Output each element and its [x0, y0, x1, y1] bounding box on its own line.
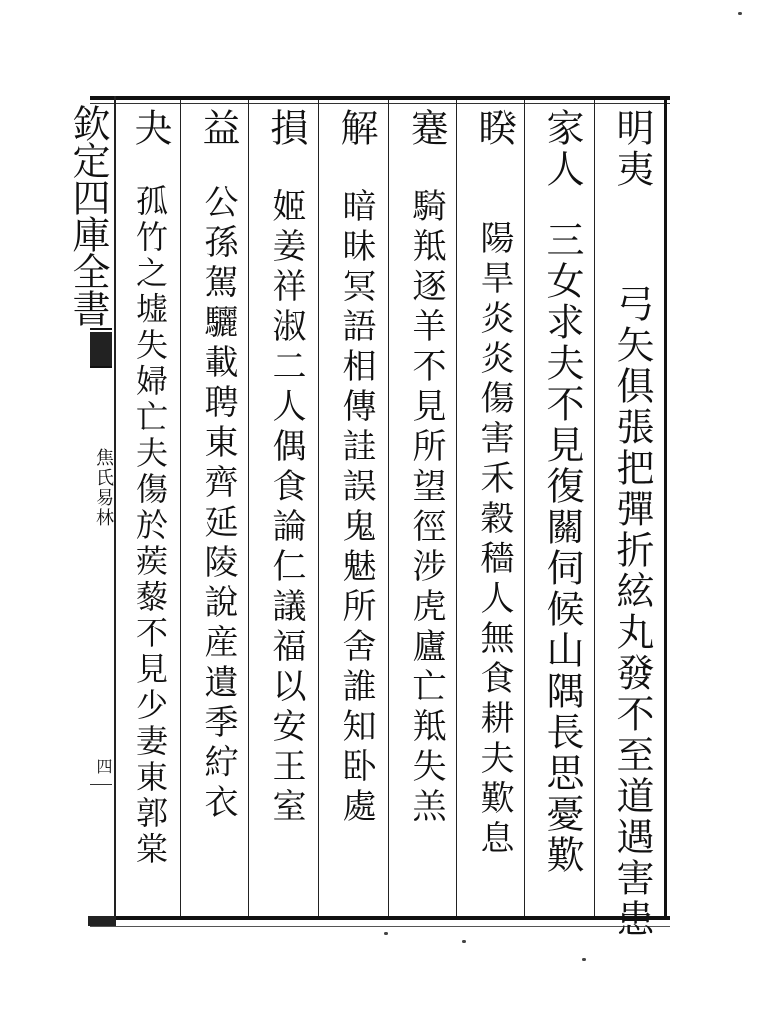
frame-right-border — [664, 96, 667, 920]
entry-text: 三女求夫不見復關伺候山隅長思憂歎 — [540, 220, 584, 876]
entry-text: 騎羝逐羊不見所望徑涉虎廬亡羝失羔 — [406, 188, 446, 828]
page-margin — [60, 96, 112, 920]
entry-column — [466, 108, 522, 914]
column-rule — [524, 100, 525, 916]
frame-bottom-inner-border — [90, 926, 670, 927]
column-rule — [318, 100, 319, 916]
entry-column — [604, 108, 660, 940]
entry-heading: 損 — [264, 108, 308, 149]
entry-column — [122, 108, 178, 914]
column-rule — [180, 100, 181, 916]
print-speck — [738, 12, 742, 15]
collection-title: 欽定四庫全書 — [66, 104, 110, 326]
column-rule — [456, 100, 457, 916]
frame-top-inner-border — [90, 103, 670, 104]
frame-bottom-border — [90, 916, 670, 920]
margin-rule — [90, 784, 112, 785]
page-number: 四 — [94, 758, 113, 774]
margin-rule — [90, 366, 112, 368]
fishtail-ornament — [90, 332, 112, 366]
print-speck — [462, 940, 466, 943]
book-title: 焦氏易林 — [93, 448, 114, 528]
entry-text: 姬姜祥淑二人偶食論仁議福以安王室 — [266, 188, 306, 828]
entry-heading: 益 — [196, 108, 240, 149]
entry-text: 陽旱炎炎傷害禾穀穡人無食耕夫歎息 — [474, 220, 514, 860]
entry-heading: 蹇 — [404, 108, 448, 149]
entry-heading: 解 — [334, 108, 378, 149]
entry-heading: 睽 — [472, 108, 516, 149]
column-rule — [248, 100, 249, 916]
column-rule — [594, 100, 595, 916]
entry-column — [328, 108, 384, 914]
entry-column — [190, 108, 246, 914]
column-rule — [388, 100, 389, 916]
entry-heading: 家人 — [540, 108, 584, 190]
print-speck — [384, 932, 388, 935]
entry-column — [258, 108, 314, 914]
entry-column — [534, 108, 590, 914]
entry-text: 暗昧冥語相傳詿誤鬼魅所舍誰知卧處 — [336, 188, 376, 828]
entry-heading: 夬 — [128, 108, 172, 149]
print-speck — [582, 958, 586, 961]
entry-heading: 明夷 — [610, 108, 654, 190]
entry-text: 公孫駕驪載聘東齊延陵說産遺季紵衣 — [198, 184, 238, 824]
margin-rule — [90, 328, 112, 330]
entry-text: 弓矢俱張把彈折絃丸發不至道遇害患 — [610, 284, 654, 940]
entry-text: 孤竹之墟失婦亡夫傷於蒺藜不見少妻東郭棠 — [131, 184, 169, 868]
entry-column — [398, 108, 454, 914]
frame-top-border — [90, 96, 670, 100]
